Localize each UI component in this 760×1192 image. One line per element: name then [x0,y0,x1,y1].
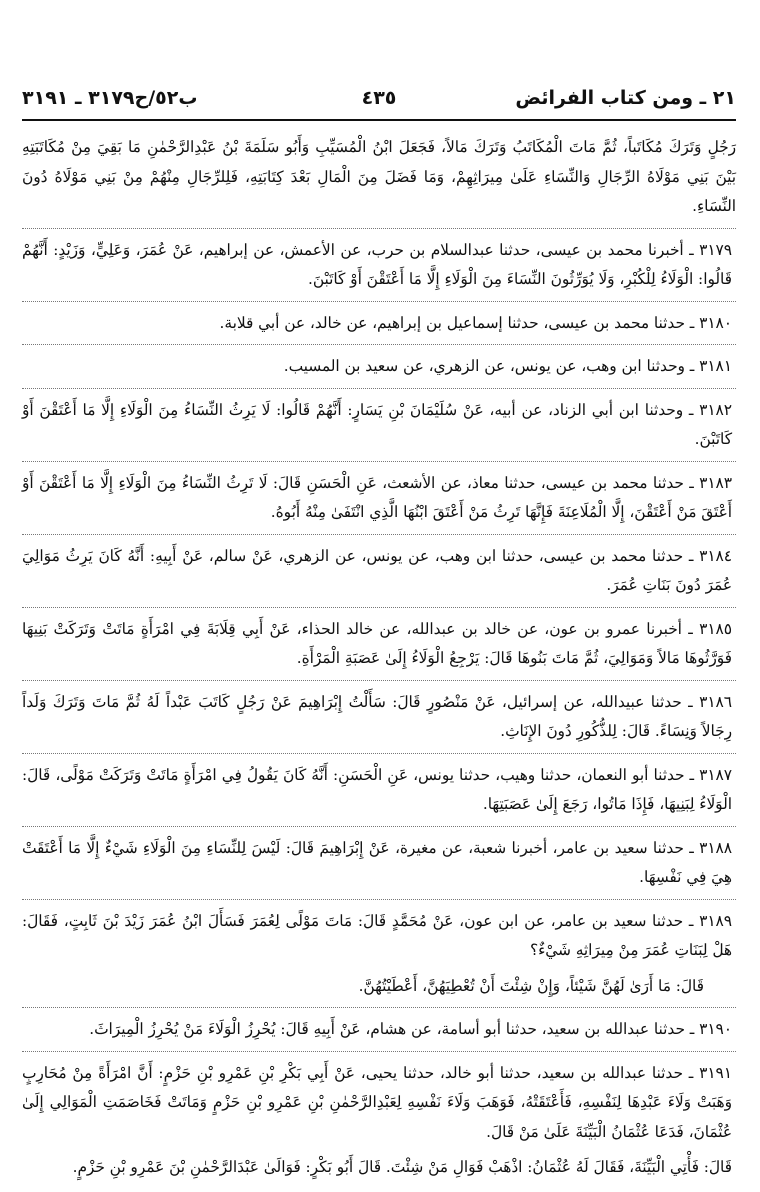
hadith-3183: ٣١٨٣ ـ حدثنا محمد بن عيسى، حدثنا معاذ، عن الأشعث، عَنِ الْحَسَنِ قَالَ: لَا تَرِثُ النِّسَاءُ مِنَ الْوَلَاءِ إِلَّا مَا أَعْتَقْنَ أَوْ أَعْتَقَ مَنْ أَعْتَقْنَ، إِلَّا الْمُلَاعِنَةَ فَإِنَّهَا تَرِثُ مَنْ أَعْتَقَ ابْنُهَا الَّذِي انْتَفَىٰ مِنْهُ أَبُوهُ. [22,469,736,535]
page-body [22,121,736,1189]
hadith-3185: ٣١٨٥ ـ أخبرنا عمرو بن عون، عن خالد بن عبدالله، عن خالد الحذاء، عَنْ أَبِي قِلَابَةَ فِي امْرَأَةٍ مَاتَتْ وَتَرَكَتْ بَنِيهَا فَوَرَّثُوهَا مَالاً وَمَوَالِيَ، ثُمَّ مَاتَ بَنُوهَا قَالَ: يَرْجِعُ الْوَلَاءُ إِلَىٰ عَصَبَةِ الْمَرْأَةِ. [22,615,736,681]
paragraph-continuation: رَجُلٍ وَتَرَكَ مُكَاتَباً، ثُمَّ مَاتَ الْمُكَاتَبُ وَتَرَكَ مَالاً، فَجَعَلَ ابْنُ الْمُسَيِّبِ وَأَبُو سَلَمَةَ بْنُ عَبْدِالرَّحْمٰنِ مَا بَقِيَ مِنْ مُكَاتَبَتِهِ بَيْنَ بَنِي مَوْلَاهُ الرِّجَالِ وَالنِّسَاءِ عَلَىٰ مِيرَاثِهِمْ، وَمَا فَضَلَ مِنَ الْمَالِ بَعْدَ كِتَابَتِهِ، فَلِلرِّجَالِ مِنْهُمْ مِنْ بَنِي مَوْلَاهُ دُونَ النِّسَاءِ. [22,133,736,229]
hadith-3179: ٣١٧٩ ـ أخبرنا محمد بن عيسى، حدثنا عبدالسلام بن حرب، عن الأعمش، عن إبراهيم، عَنْ عُمَرَ، وَعَلِيٍّ، وَزَيْدٍ: أَنَّهُمْ قَالُوا: الْوَلَاءُ لِلْكُبْرِ، وَلَا يُوَرِّثُونَ النِّسَاءَ مِنَ الْوَلَاءِ إِلَّا مَا أَعْتَقْنَ أَوْ كَاتَبْنَ. [22,236,736,302]
hadith-3181: ٣١٨١ ـ وحدثنا ابن وهب، عن يونس، عن الزهري، عن سعيد بن المسيب. [22,352,736,389]
hadith-3189: ٣١٨٩ ـ حدثنا سعيد بن عامر، عن ابن عون، عَنْ مُحَمَّدٍ قَالَ: مَاتَ مَوْلًى لِعُمَرَ فَسَأَلَ ابْنُ عُمَرَ زَيْدَ بْنَ ثَابِتٍ، فَقَالَ: هَلْ لِبَنَاتِ عُمَرَ مِنْ مِيرَاثِهِ شَيْءٌ؟ [22,911,732,959]
hadith-3189-answer: قَالَ: مَا أَرَىٰ لَهُنَّ شَيْئاً، وَإِنْ شِئْتَ أَنْ تُعْطِيَهُنَّ، أَعْطَيْتُهُنَّ. [22,972,736,1009]
hadith-3180: ٣١٨٠ ـ حدثنا محمد بن عيسى، حدثنا إسماعيل بن إبراهيم، عن خالد، عن أبي قلابة. [22,309,736,346]
hadith-3188: ٣١٨٨ ـ حدثنا سعيد بن عامر، أخبرنا شعبة، عن مغيرة، عَنْ إِبْرَاهِيمَ قَالَ: لَيْسَ لِلنِّسَاءِ مِنَ الْوَلَاءِ شَيْءٌ إِلَّا مَا أَعْتَقَتْ هِيَ فِي نَفْسِهَا. [22,834,736,900]
book-page [22,75,736,1175]
hadith-3191: ٣١٩١ ـ حدثنا عبدالله بن سعيد، حدثنا أبو خالد، حدثنا يحيى، عَنْ أَبِي بَكْرِ بْنِ عَمْرِو بْنِ حَزْمٍ: أَنَّ امْرَأَةً مِنْ مُحَارِبٍ وَهَبَتْ وَلَاءَ عَبْدِهَا لِنَفْسِهِ، فَأَعْتَقَتْهُ، فَوَهَبَ وَلَاءَ نَفْسِهِ لِعَبْدِالرَّحْمٰنِ بْنِ عَمْرِو بْنِ حَزْمٍ وَمَاتَتْ فَخَاصَمَتِ الْمَوَالِي إِلَىٰ عُثْمَانَ، فَدَعَا عُثْمَانُ الْبَيِّنَةَ عَلَىٰ مَنْ قَالَ. [22,1063,732,1141]
hadith-3190: ٣١٩٠ ـ حدثنا عبدالله بن سعيد، حدثنا أبو أسامة، عن هشام، عَنْ أَبِيهِ قَالَ: يُحْرِزُ الْوَلَاءَ مَنْ يُحْرِزُ الْمِيرَاثَ. [22,1015,736,1052]
hadith-range: ب٥٢/ح٣١٧٩ ـ ٣١٩١ [22,87,198,109]
chapter-title: ٢١ ـ ومن كتاب الفرائض [515,87,736,109]
hadith-3187: ٣١٨٧ ـ حدثنا أبو النعمان، حدثنا وهيب، حدثنا يونس، عَنِ الْحَسَنِ: أَنَّهُ كَانَ يَقُولُ فِي امْرَأَةٍ مَاتَتْ وَتَرَكَتْ مَوْلًى، قَالَ: الْوَلَاءُ لِبَنِيهَا، فَإِذَا مَاتُوا، رَجَعَ إِلَىٰ عَصَبَتِهَا. [22,761,736,827]
hadith-3186: ٣١٨٦ ـ حدثنا عبيدالله، عن إسرائيل، عَنْ مَنْصُورٍ قَالَ: سَأَلْتُ إِبْرَاهِيمَ عَنْ رَجُلٍ كَاتَبَ عَبْداً لَهُ ثُمَّ مَاتَ وَتَرَكَ وَلَداً رِجَالاً وَنِسَاءً. قَالَ: لِلذُّكُورِ دُونَ الإِنَاثِ. [22,688,736,754]
hadith-3184: ٣١٨٤ ـ حدثنا محمد بن عيسى، حدثنا ابن وهب، عن يونس، عن الزهري، عَنْ سالم، عَنْ أَبِيهِ: أَنَّهُ كَانَ يَرِثُ مَوَالِيَ عُمَرَ دُونَ بَنَاتِ عُمَرَ. [22,542,736,608]
page-header [22,75,736,121]
hadith-3191-continuation: قَالَ: فَأْتِي الْبَيِّنَةَ، فَقَالَ لَهُ عُثْمَانُ: اذْهَبْ فَوَالِ مَنْ شِئْتَ. قَالَ أَبُو بَكْرٍ: فَوَالَىٰ عَبْدَالرَّحْمٰنِ بْنَ عَمْرِو بْنِ حَزْمٍ. [72,1158,732,1176]
hadith-3182: ٣١٨٢ ـ وحدثنا ابن أبي الزناد، عن أبيه، عَنْ سُلَيْمَانَ بْنِ يَسَارٍ: أَنَّهُمْ قَالُوا: لَا يَرِثُ النِّسَاءُ مِنَ الْوَلَاءِ إِلَّا مَا أَعْتَقْنَ أَوْ كَاتَبْنَ. [22,396,736,462]
page-number: ٤٣٥ [361,87,397,109]
